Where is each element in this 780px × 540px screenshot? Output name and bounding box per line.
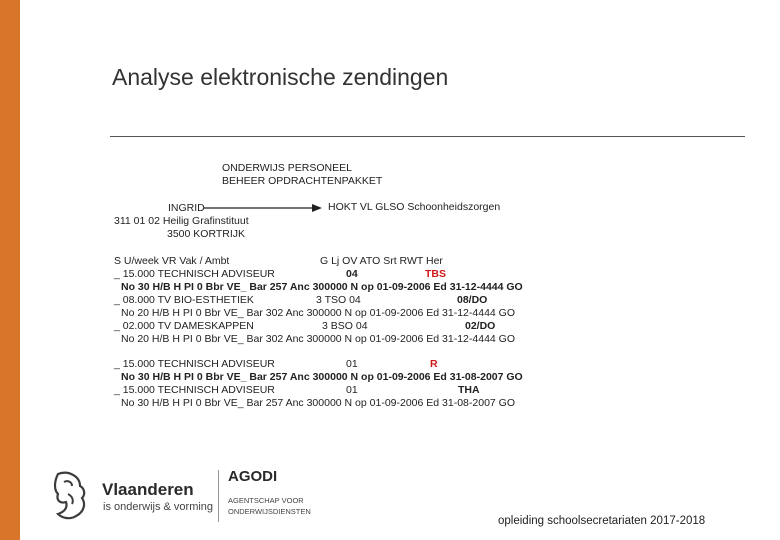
row-5-detail: No 30 H/B H PI 0 Bbr VE_ Bar 257 Anc 300000 N op 01-09-2006 Ed 31-08-2007 GO xyxy=(121,397,515,409)
accent-sidebar xyxy=(0,0,20,540)
row-2-code: 3 TSO 04 xyxy=(316,294,361,306)
vlaanderen-tagline: is onderwijs & vorming xyxy=(103,501,214,513)
row-1-assignment: _ 15.000 TECHNISCH ADVISEUR xyxy=(114,268,275,280)
target-school: HOKT VL GLSO Schoonheidszorgen xyxy=(328,201,501,213)
row-1-code: 04 xyxy=(346,268,358,280)
row-5-status: THA xyxy=(458,384,480,396)
footer-text: opleiding schoolsecretariaten 2017-2018 xyxy=(498,515,706,527)
vlaanderen-wordmark: Vlaanderen xyxy=(102,480,194,499)
row-4-status: R xyxy=(430,358,438,370)
arrow-icon xyxy=(204,203,322,213)
row-4-detail: No 30 H/B H PI 0 Bbr VE_ Bar 257 Anc 300000 N op 01-09-2006 Ed 31-08-2007 GO xyxy=(121,371,523,383)
row-3-status: 02/DO xyxy=(465,320,496,332)
row-1-status: TBS xyxy=(425,268,446,280)
row-3-assignment: _ 02.000 TV DAMESKAPPEN xyxy=(114,320,254,332)
columns-header-right: G Lj OV ATO Srt RWT Her xyxy=(320,255,443,267)
row-3-detail: No 20 H/B H PI 0 Bbr VE_ Bar 302 Anc 300000 N op 01-09-2006 Ed 31-12-4444 GO xyxy=(121,333,515,345)
row-2-assignment: _ 08.000 TV BIO-ESTHETIEK xyxy=(114,294,254,306)
vlaanderen-lion-logo xyxy=(50,470,90,522)
row-2-detail: No 20 H/B H PI 0 Bbr VE_ Bar 302 Anc 300000 N op 01-09-2006 Ed 31-12-4444 GO xyxy=(121,307,515,319)
row-2-status: 08/DO xyxy=(457,294,488,306)
person-name: INGRID xyxy=(168,202,205,214)
row-4-assignment: _ 15.000 TECHNISCH ADVISEUR xyxy=(114,358,275,370)
columns-header: S U/week VR Vak / Ambt xyxy=(114,255,230,267)
slide-title: Analyse elektronische zendingen xyxy=(112,64,449,90)
row-1-detail: No 30 H/B H PI 0 Bbr VE_ Bar 257 Anc 300000 N op 01-09-2006 Ed 31-12-4444 GO xyxy=(121,281,523,293)
row-3-code: 3 BSO 04 xyxy=(322,320,368,332)
header-line-2: BEHEER OPDRACHTENPAKKET xyxy=(222,175,383,187)
footer-ghost-text: opleiding schoolsecretariaten 2016-2017 xyxy=(490,504,689,516)
agodi-wordmark: AGODI xyxy=(228,468,278,485)
header-line-1: ONDERWIJS PERSONEEL xyxy=(222,162,352,174)
city-line: 3500 KORTRIJK xyxy=(167,228,246,240)
agodi-sub-1: AGENTSCHAP VOOR xyxy=(228,496,304,505)
title-divider xyxy=(110,136,745,137)
logo-divider xyxy=(218,470,219,522)
school-line: 311 01 02 Heilig Grafinstituut xyxy=(114,215,249,227)
row-5-code: 01 xyxy=(346,384,358,396)
agodi-sub-2: ONDERWIJSDIENSTEN xyxy=(228,507,311,516)
footer-logos xyxy=(50,468,310,528)
row-5-assignment: _ 15.000 TECHNISCH ADVISEUR xyxy=(114,384,275,396)
row-4-code: 01 xyxy=(346,358,358,370)
